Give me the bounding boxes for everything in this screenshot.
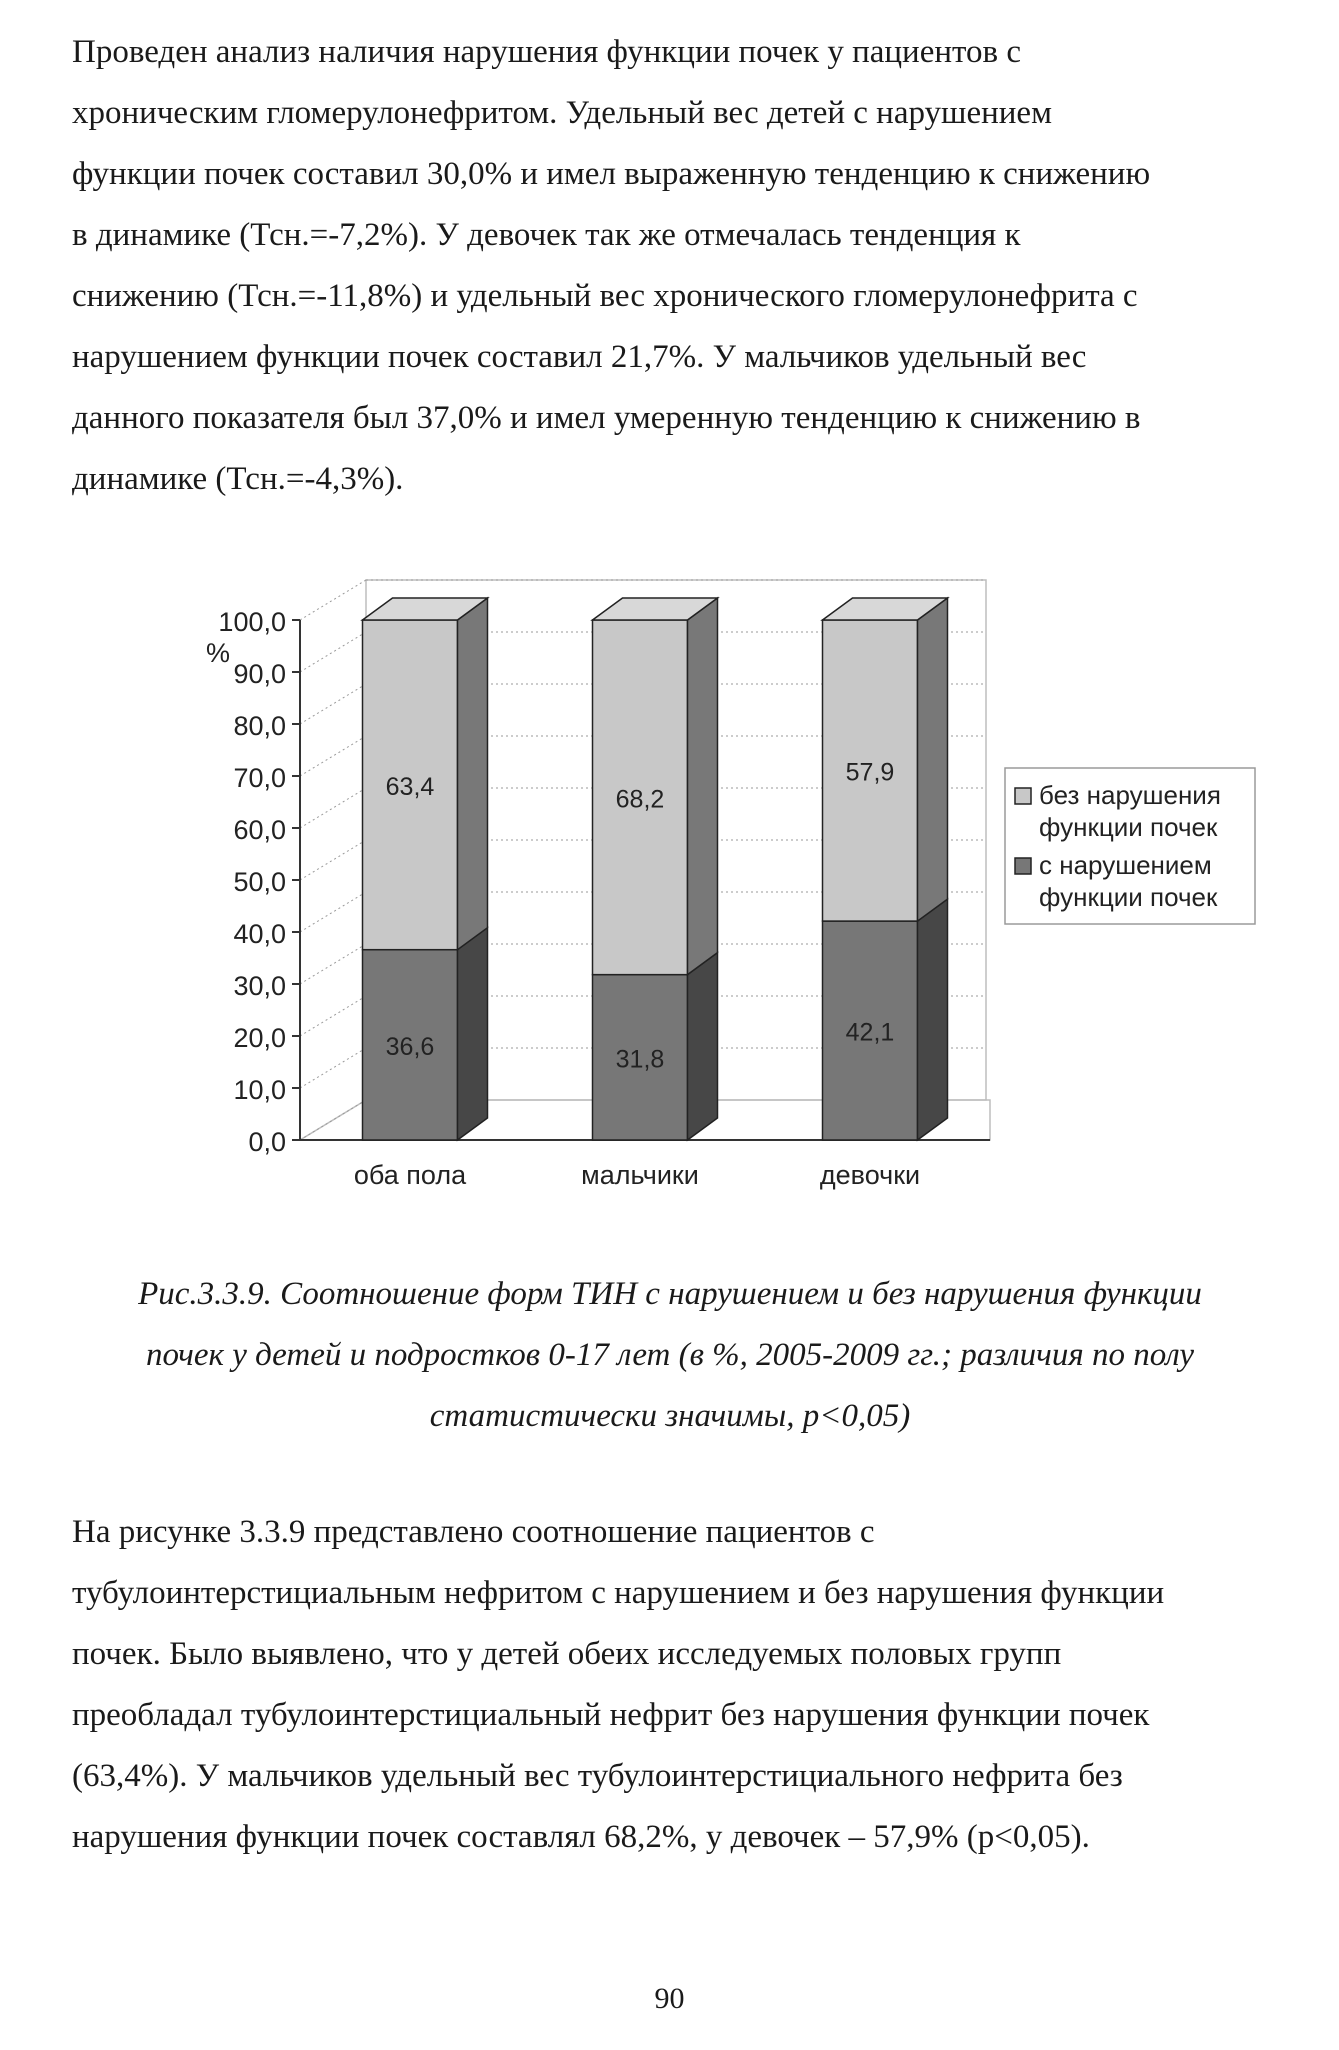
bar-upper-side	[918, 598, 948, 921]
y-tick-label: 100,0	[218, 607, 286, 637]
grid-depth-line	[300, 944, 366, 984]
data-label: 31,8	[615, 1045, 665, 1074]
paragraph-1-line: динамике (Тсн.=-4,3%).	[72, 461, 404, 497]
paragraph-2-line: нарушения функции почек составлял 68,2%, у девочек – 57,9% (p<0,05).	[72, 1819, 1090, 1855]
y-tick-label: 20,0	[233, 1023, 286, 1053]
paragraph-1-line: нарушением функции почек составил 21,7%. У мальчиков удельный вес	[72, 339, 1087, 375]
y-tick-label: 70,0	[233, 763, 286, 793]
y-unit-label: %	[206, 638, 231, 668]
legend-label: без нарушения	[1039, 780, 1221, 810]
page-number: 90	[654, 1982, 685, 2015]
paragraph-1-line: в динамике (Тсн.=-7,2%). У девочек так же отмечалась тенденция к	[72, 217, 1021, 253]
y-tick-label: 0,0	[248, 1127, 286, 1157]
data-label: 57,9	[845, 758, 895, 787]
grid-depth-line	[300, 684, 366, 724]
legend-label: с нарушением	[1039, 850, 1212, 880]
bar-upper-side	[688, 598, 718, 975]
grid-depth-line	[300, 580, 366, 620]
legend-label: функции почек	[1039, 882, 1218, 912]
paragraph-1-line: данного показателя был 37,0% и имел умеренную тенденцию к снижению в	[72, 400, 1141, 436]
paragraph-2-line: почек. Было выявлено, что у детей обеих исследуемых половых групп	[72, 1636, 1062, 1672]
x-category-label: девочки	[819, 1160, 921, 1190]
grid-depth-line	[300, 1048, 366, 1088]
legend-swatch	[1015, 858, 1031, 874]
grid-depth-line	[300, 736, 366, 776]
bar-lower-side	[688, 953, 718, 1140]
paragraph-1-line: снижению (Тсн.=-11,8%) и удельный вес хронического гломерулонефрита с	[72, 278, 1138, 314]
paragraph-1	[72, 22, 1272, 510]
y-tick-label: 30,0	[233, 971, 286, 1001]
grid-depth-line	[300, 840, 366, 880]
y-tick-label: 90,0	[233, 659, 286, 689]
chart-labels	[206, 607, 920, 1190]
legend-swatch	[1015, 788, 1031, 804]
figure-caption	[90, 1264, 1250, 1447]
y-tick-label: 50,0	[233, 867, 286, 897]
caption-line: Рис.3.3.9. Соотношение форм ТИН с нарушением и без нарушения функции	[138, 1276, 1202, 1312]
grid-depth-line	[300, 788, 366, 828]
paragraph-2-line: (63,4%). У мальчиков удельный вес тубулоинтерстициального нефрита без	[72, 1758, 1123, 1794]
chart-legend	[1005, 768, 1255, 924]
bar-lower-side	[458, 928, 488, 1140]
y-tick-label: 40,0	[233, 919, 286, 949]
paragraph-1-line: функции почек составил 30,0% и имел выраженную тенденцию к снижению	[72, 156, 1151, 192]
stacked-bar-chart	[190, 540, 1270, 1220]
data-label: 63,4	[385, 772, 435, 801]
bar-lower-side	[918, 899, 948, 1140]
x-category-label: оба пола	[353, 1160, 467, 1190]
legend-label: функции почек	[1039, 812, 1218, 842]
caption-line: почек у детей и подростков 0-17 лет (в %, 2005-2009 гг.; различия по полу	[145, 1337, 1195, 1373]
paragraph-1-line: хроническим гломерулонефритом. Удельный вес детей с нарушением	[72, 95, 1052, 131]
x-category-label: мальчики	[581, 1160, 699, 1190]
y-tick-label: 10,0	[233, 1075, 286, 1105]
grid-depth-line	[300, 892, 366, 932]
paragraph-2	[72, 1502, 1272, 1868]
caption-line: статистически значимы, p<0,05)	[429, 1398, 911, 1434]
y-tick-label: 60,0	[233, 815, 286, 845]
data-label: 68,2	[615, 785, 665, 814]
data-label: 36,6	[385, 1032, 435, 1061]
bar-upper-side	[458, 598, 488, 950]
grid-depth-line	[300, 632, 366, 672]
data-label: 42,1	[845, 1018, 895, 1047]
paragraph-2-line: преобладал тубулоинтерстициальный нефрит без нарушения функции почек	[72, 1697, 1150, 1733]
paragraph-2-line: На рисунке 3.3.9 представлено соотношение пациентов с	[72, 1514, 875, 1550]
paragraph-2-line: тубулоинтерстициальным нефритом с нарушением и без нарушения функции	[72, 1575, 1165, 1611]
paragraph-1-line: Проведен анализ наличия нарушения функции почек у пациентов с	[72, 34, 1021, 70]
grid-depth-line	[300, 996, 366, 1036]
y-tick-label: 80,0	[233, 711, 286, 741]
